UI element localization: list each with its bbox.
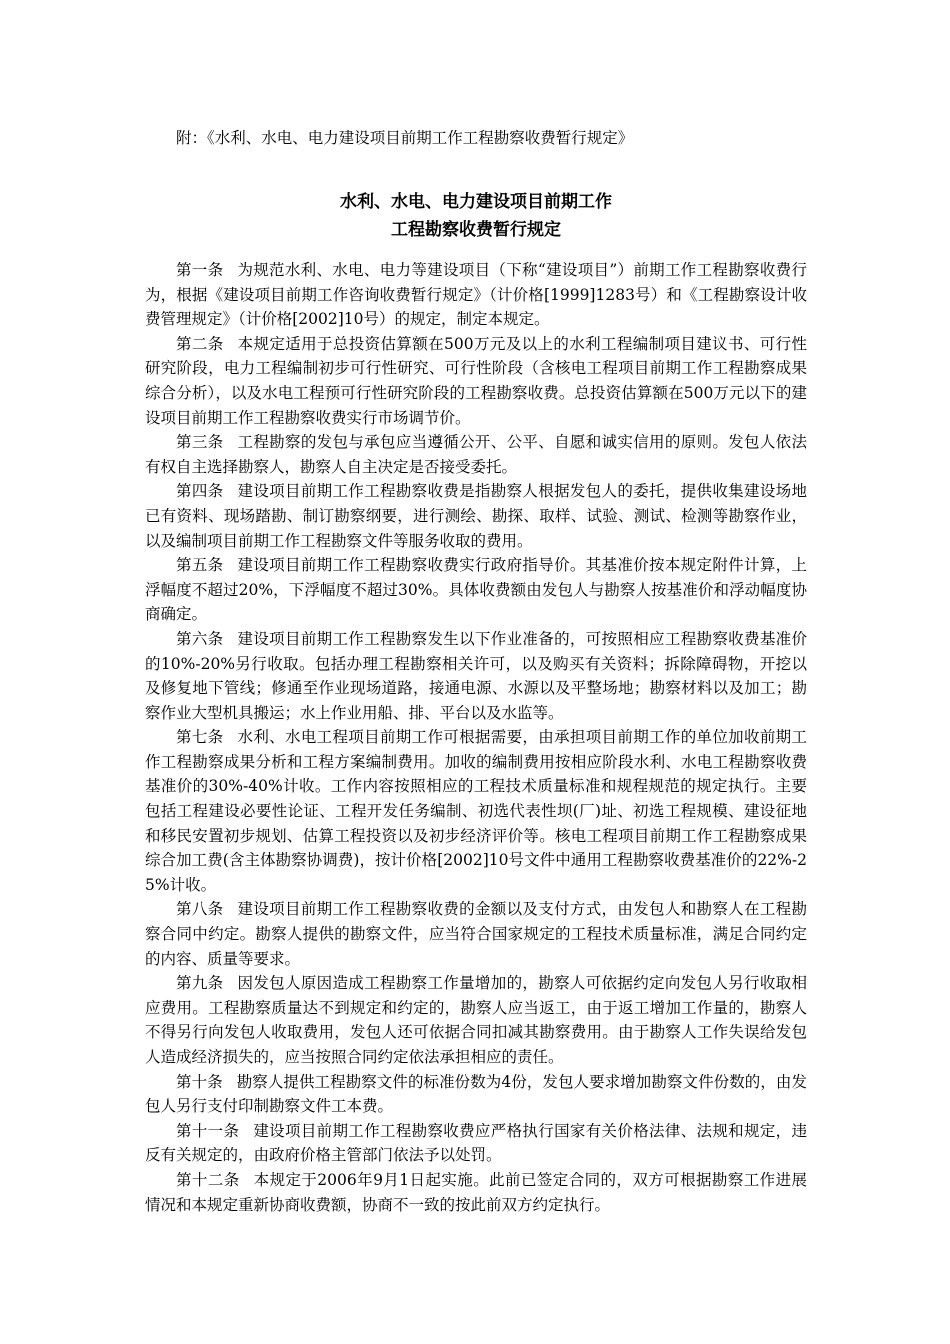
article-paragraph xyxy=(145,430,807,479)
article-paragraph xyxy=(145,1070,807,1119)
article-number: 第十一条 xyxy=(176,1121,240,1140)
attachment-line: 附：《水利、水电、电力建设项目前期工作工程勘察收费暂行规定》 xyxy=(176,129,634,147)
article-text: 建设项目前期工作工程勘察收费的金额以及支付方式，由发包人和勘察人在工程勘察合同中约定。勘察人提供的勘察文件，应当符合国家规定的工程技术质量标准，满足合同约定的内容、质量等要求。 xyxy=(145,900,807,968)
article-number: 第三条 xyxy=(176,433,224,452)
article-number: 第九条 xyxy=(176,974,224,993)
article-paragraph xyxy=(145,553,807,627)
document-page xyxy=(145,124,807,1217)
article-paragraph xyxy=(145,258,807,332)
title-line-1: 水利、水电、电力建设项目前期工作 xyxy=(340,192,612,212)
article-text: 建设项目前期工作工程勘察收费是指勘察人根据发包人的委托，提供收集建设场地已有资料、现场踏勘、制订勘察纲要，进行测绘、勘探、取样、试验、测试、检测等勘察作业，以及编制项目前期工作工程勘察文件等服务收取的费用。 xyxy=(145,482,807,550)
article-text: 建设项目前期工作工程勘察收费实行政府指导价。其基准价按本规定附件计算，上浮幅度不超过20%，下浮幅度不超过30%。具体收费额由发包人与勘察人按基准价和浮动幅度协商确定。 xyxy=(145,556,807,624)
article-paragraph xyxy=(145,971,807,1069)
article-number: 第七条 xyxy=(176,728,224,747)
article-paragraph xyxy=(145,332,807,430)
article-paragraph xyxy=(145,1119,807,1168)
article-text: 本规定于2006年9月1日起实施。此前已签定合同的，双方可根据勘察工作进展情况和本规定重新协商收费额，协商不一致的按此前双方约定执行。 xyxy=(145,1170,807,1214)
article-number: 第十条 xyxy=(176,1072,223,1091)
article-number: 第十二条 xyxy=(176,1170,240,1189)
article-paragraph xyxy=(145,897,807,971)
document-title xyxy=(145,188,807,244)
title-line-2: 工程勘察收费暂行规定 xyxy=(391,220,561,240)
articles-list xyxy=(145,258,807,1217)
article-number: 第一条 xyxy=(176,261,224,279)
article-paragraph xyxy=(145,479,807,553)
article-paragraph xyxy=(145,627,807,725)
article-text: 建设项目前期工作工程勘察发生以下作业准备的，可按照相应工程勘察收费基准价的10%-20%另行收取。包括办理工程勘察相关许可，以及购买有关资料；拆除障碍物，开挖以及修复地下管线；修通至作业现场道路，接通电源、水源以及平整场地；勘察材料以及加工；勘察作业大型机具搬运；水上作业用船、排、平台以及水监等。 xyxy=(145,629,807,722)
article-paragraph xyxy=(145,725,807,897)
article-number: 第八条 xyxy=(176,900,224,919)
article-paragraph xyxy=(145,1168,807,1217)
article-text: 建设项目前期工作工程勘察收费应严格执行国家有关价格法律、法规和规定，违反有关规定的，由政府价格主管部门依法予以处罚。 xyxy=(145,1121,807,1165)
article-text: 水利、水电工程项目前期工作可根据需要，由承担项目前期工作的单位加收前期工作工程勘察成果分析和工程方案编制费用。加收的编制费用按相应阶段水利、水电工程勘察收费基准价的30%-40%计收。工作内容按照相应的工程技术质量标准和规程规范的规定执行。主要包括工程建设必要性论证、工程开发任务编制、初选代表性坝(厂)址、初选工程规模、建设征地和移民安置初步规划、估算工程投资以及初步经济评价等。核电工程项目前期工作工程勘察成果综合加工费(含主体勘察协调费)，按计价格[2002]10号文件中通用工程勘察收费基准价的22%-25%计收。 xyxy=(145,728,807,894)
article-text: 勘察人提供工程勘察文件的标准份数为4份，发包人要求增加勘察文件份数的，由发包人另行支付印制勘察文件工本费。 xyxy=(145,1072,807,1116)
article-text: 工程勘察的发包与承包应当遵循公开、公平、自愿和诚实信用的原则。发包人依法有权自主选择勘察人，勘察人自主决定是否接受委托。 xyxy=(145,433,807,476)
article-number: 第四条 xyxy=(176,482,224,501)
article-number: 第六条 xyxy=(176,629,224,648)
article-text: 为规范水利、水电、电力等建设项目（下称“建设项目”）前期工作工程勘察收费行为，根据《建设项目前期工作咨询收费暂行规定》（计价格[1999]1283号）和《工程勘察设计收费管理规定》（计价格[2002]10号）的规定，制定本规定。 xyxy=(145,261,807,329)
article-text: 因发包人原因造成工程勘察工作量增加的，勘察人可依据约定向发包人另行收取相应费用。工程勘察质量达不到规定和约定的，勘察人应当返工，由于返工增加工作量的，勘察人不得另行向发包人收取费用，发包人还可依据合同扣减其勘察费用。由于勘察人工作失误给发包人造成经济损失的，应当按照合同约定依法承担相应的责任。 xyxy=(145,974,807,1066)
article-number: 第二条 xyxy=(176,334,224,353)
article-number: 第五条 xyxy=(176,556,224,575)
article-text: 本规定适用于总投资估算额在500万元及以上的水利工程编制项目建议书、可行性研究阶段，电力工程编制初步可行性研究、可行性阶段（含核电工程项目前期工作工程勘察成果综合分析），以及水电工程预可行性研究阶段的工程勘察收费。总投资估算额在500万元以下的建设项目前期工作工程勘察收费实行市场调节价。 xyxy=(145,334,807,427)
